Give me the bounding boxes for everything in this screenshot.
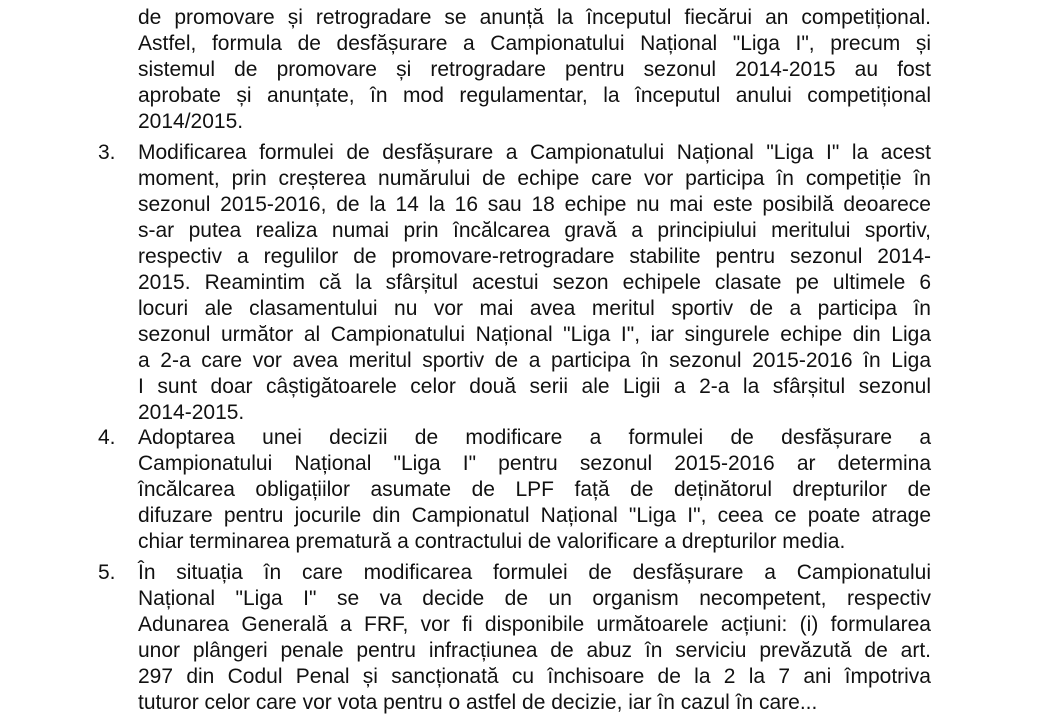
text-line: încălcarea obligațiilor asumate de LPF față de deținătorul drepturilor de: [138, 478, 931, 501]
text-line: Adoptarea unei decizii de modificare a formulei de desfășurare a: [138, 426, 931, 449]
text-line: moment, prin creșterea numărului de echipe care vor participa în competiție în: [138, 167, 931, 190]
item-number: 3.: [98, 141, 116, 164]
text-line: a 2-a care vor avea meritul sportiv de a participa în sezonul 2015-2016 în Liga: [138, 349, 931, 372]
text-line: 297 din Codul Penal și sancționată cu închisoare de la 2 la 7 ani împotriva: [138, 665, 931, 688]
text-line: Campionatului Național "Liga I" pentru sezonul 2015-2016 ar determina: [138, 452, 931, 475]
text-line: s-ar putea realiza numai prin încălcarea gravă a principiului meritului sportiv,: [138, 219, 931, 242]
text-line: sezonul 2015-2016, de la 14 la 16 sau 18 echipe nu mai este posibilă deoarece: [138, 193, 931, 216]
text-line: sistemul de promovare și retrogradare pentru sezonul 2014-2015 au fost: [138, 58, 931, 81]
text-line: I sunt doar câștigătoarele celor două serii ale Ligii a 2-a la sfârșitul sezonul: [138, 375, 931, 398]
text-line: sezonul următor al Campionatului Național "Liga I", iar singurele echipe din Liga: [138, 323, 931, 346]
text-line: Național "Liga I" se va decide de un organism necompetent, respectiv: [138, 587, 931, 610]
text-line: chiar terminarea prematură a contractului de valorificare a drepturilor media.: [138, 530, 846, 553]
text-line: 2015. Reamintim că la sfârșitul acestui sezon echipele clasate pe ultimele 6: [138, 271, 931, 294]
text-line: aprobate și anunțate, în mod regulamentar, la începutul anului competițional: [138, 84, 931, 107]
item-text: [138, 560, 931, 716]
text-line: tuturor celor care vor vota pentru o astfel de decizie, iar în cazul în care...: [138, 691, 818, 714]
text-line: de promovare și retrogradare se anunță la începutul fiecărui an competițional.: [138, 6, 931, 29]
item-number: 4.: [98, 426, 116, 449]
text-line: unor plângeri penale pentru infracțiunea de abuz în serviciu prevăzută de art.: [138, 639, 931, 662]
item-number: 5.: [98, 561, 116, 584]
item-text: [138, 140, 931, 426]
text-line: Astfel, formula de desfășurare a Campionatului Național "Liga I", precum și: [138, 32, 931, 55]
text-line: Adunarea Generală a FRF, vor fi disponibile următoarele acțiuni: (i) formularea: [138, 613, 931, 636]
text-line: În situația în care modificarea formulei de desfășurare a Campionatului: [138, 561, 931, 584]
text-line: 2014-2015.: [138, 401, 245, 424]
item-text: [138, 5, 931, 135]
text-line: Modificarea formulei de desfășurare a Campionatului Național "Liga I" la acest: [138, 141, 931, 164]
item-text: [138, 425, 931, 555]
text-line: locuri ale clasamentului nu vor mai avea meritul sportiv de a participa în: [138, 297, 931, 320]
text-line: difuzare pentru jocurile din Campionatul Național "Liga I", ceea ce poate atrage: [138, 504, 931, 527]
text-line: 2014/2015.: [138, 110, 244, 133]
text-line: respectiv a regulilor de promovare-retrogradare stabilite pentru sezonul 2014-: [138, 245, 931, 268]
